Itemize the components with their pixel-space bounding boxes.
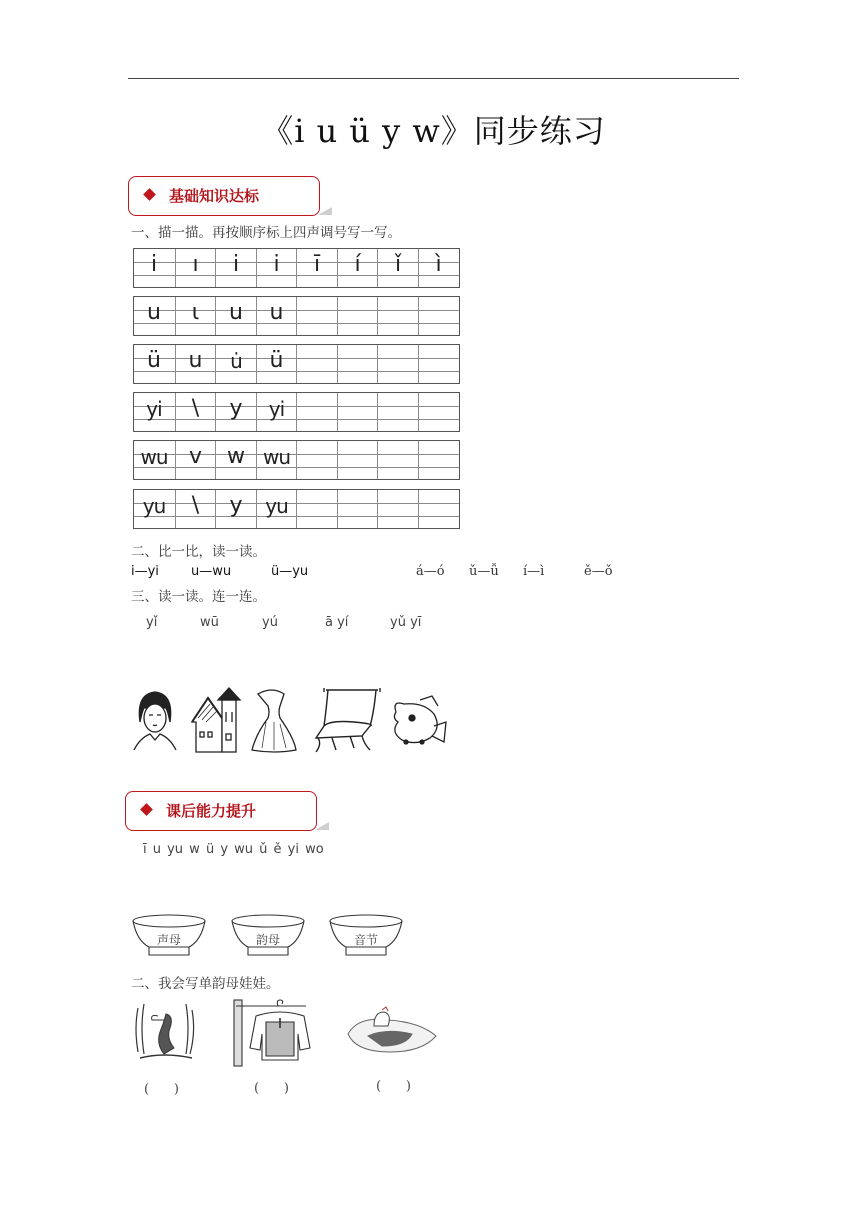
grid-cell — [296, 249, 338, 287]
grid-cell — [256, 297, 298, 335]
question-1-prompt: 一、描一描。再按顺序标上四声调号写一写。 — [131, 225, 401, 241]
section-tab-label: 课后能力提升 — [166, 802, 257, 820]
grid-cell[interactable] — [418, 490, 460, 528]
grid-glyph: i — [232, 252, 240, 277]
bowl-label: 声母 — [156, 933, 181, 947]
grid-cell[interactable] — [296, 490, 338, 528]
grid-glyph: u̇ — [230, 349, 242, 373]
grid-glyph: w — [227, 444, 245, 469]
grid-cell — [175, 297, 217, 335]
compare-pair: ǔ—ǚ — [469, 564, 499, 579]
compare-pair: á—ó — [416, 564, 445, 579]
grid-cell — [215, 393, 257, 431]
grid-cell — [256, 490, 298, 528]
header-rule — [128, 78, 739, 79]
writing-grid-row — [133, 296, 460, 336]
pinyin-word: yǔ yī — [390, 615, 422, 630]
grid-cell — [134, 249, 175, 287]
pinyin-word: yǐ — [146, 615, 158, 630]
matching-pictures — [130, 682, 450, 754]
compare-pair: i—yi — [131, 564, 159, 579]
bowl-yinjie — [328, 913, 404, 959]
fish-picture — [394, 696, 446, 744]
question-3-prompt: 三、读一读。连一连。 — [131, 589, 266, 605]
grid-cell[interactable] — [296, 393, 338, 431]
grid-cell[interactable] — [337, 441, 379, 479]
answer-blank[interactable]: ( ) — [254, 1081, 289, 1096]
writing-grid-row — [133, 489, 460, 529]
bowl-yunmu — [230, 913, 306, 959]
grid-glyph: yu — [265, 494, 288, 518]
grid-glyph: yu — [142, 494, 166, 518]
grid-cell[interactable] — [377, 393, 419, 431]
answer-blank[interactable]: ( ) — [144, 1082, 179, 1097]
bird-picture — [136, 1004, 194, 1058]
grid-cell[interactable] — [377, 345, 419, 383]
grid-cell — [134, 441, 175, 479]
diamond-icon — [143, 188, 156, 201]
grid-cell[interactable] — [337, 490, 379, 528]
writing-grid-row — [133, 248, 460, 288]
compare-pair: ě—ǒ — [584, 564, 613, 579]
grid-glyph: yi — [268, 397, 285, 421]
grid-glyph: ǐ — [394, 252, 402, 277]
diamond-icon — [140, 803, 153, 816]
grid-cell — [134, 490, 175, 528]
grid-glyph: u — [229, 300, 243, 325]
grid-cell — [418, 249, 460, 287]
grid-cell — [256, 393, 298, 431]
grid-cell — [256, 441, 298, 479]
tab-shadow — [315, 822, 329, 830]
grid-cell — [175, 249, 217, 287]
grid-cell[interactable] — [296, 345, 338, 383]
grid-glyph: í — [354, 252, 361, 277]
grid-glyph: i — [273, 252, 280, 277]
grid-cell[interactable] — [377, 490, 419, 528]
pinyin-word: wū — [200, 615, 219, 630]
grid-cell — [215, 345, 257, 383]
grid-cell — [134, 297, 175, 335]
bowl-label: 音节 — [353, 933, 378, 947]
grid-cell — [175, 345, 217, 383]
chair-picture — [316, 688, 380, 752]
grid-glyph: u — [147, 300, 161, 325]
tab-shadow — [318, 207, 332, 215]
grid-cell[interactable] — [418, 345, 460, 383]
grid-cell — [256, 345, 298, 383]
section-tab-label: 基础知识达标 — [169, 187, 260, 205]
grid-glyph: \ — [191, 493, 200, 518]
vowel-pictures — [130, 998, 440, 1068]
grid-glyph: wu — [140, 445, 168, 469]
bowl-label: 韵母 — [255, 933, 280, 947]
grid-cell[interactable] — [337, 297, 379, 335]
compare-pair: ü—yu — [271, 564, 309, 579]
grid-glyph: wu — [262, 445, 291, 469]
writing-grid-row — [133, 440, 460, 480]
grid-glyph: ü — [269, 348, 284, 373]
woman-picture — [134, 692, 176, 750]
grid-cell — [175, 490, 217, 528]
question-2b-prompt: 二、我会写单韵母娃娃。 — [131, 976, 280, 992]
grid-cell — [215, 297, 257, 335]
clothes-picture — [234, 1000, 310, 1066]
grid-glyph: u — [269, 300, 284, 325]
page-title: 《i u ü y w》同步练习 — [261, 112, 606, 150]
writing-grid-row — [133, 392, 460, 432]
grid-cell[interactable] — [418, 297, 460, 335]
grid-glyph: i — [150, 252, 158, 277]
grid-glyph: yi — [146, 397, 162, 421]
grid-cell[interactable] — [296, 441, 338, 479]
letter-bank: ī u yu w ü y wu ǔ ě yi wo — [143, 842, 324, 857]
grid-glyph: y — [229, 396, 243, 421]
question-2-prompt: 二、比一比，读一读。 — [131, 544, 266, 560]
grid-cell — [256, 249, 298, 287]
grid-cell — [337, 249, 379, 287]
section-tab-basic — [128, 176, 320, 216]
grid-cell[interactable] — [337, 393, 379, 431]
grid-glyph: ü — [147, 348, 161, 373]
grid-cell[interactable] — [377, 441, 419, 479]
grid-glyph: \ — [191, 396, 200, 421]
compare-pair: í—ì — [523, 564, 545, 579]
grid-cell[interactable] — [337, 345, 379, 383]
bowl-shengmu — [131, 913, 207, 959]
grid-cell — [215, 249, 257, 287]
grid-glyph: ı — [192, 252, 199, 277]
writing-grid-row — [133, 344, 460, 384]
grid-cell — [134, 345, 175, 383]
grid-cell[interactable] — [418, 441, 460, 479]
grid-cell — [134, 393, 175, 431]
compare-pair: u—wu — [191, 564, 232, 579]
grid-cell — [175, 441, 217, 479]
grid-glyph: ι — [191, 300, 200, 325]
grid-glyph: ī — [313, 252, 321, 277]
grid-glyph: y — [229, 493, 243, 518]
grid-cell — [215, 441, 257, 479]
answer-blank[interactable]: ( ) — [376, 1079, 411, 1094]
section-tab-advanced — [125, 791, 317, 831]
grid-cell — [215, 490, 257, 528]
grid-cell[interactable] — [418, 393, 460, 431]
grid-cell[interactable] — [377, 297, 419, 335]
grid-glyph: ì — [435, 252, 442, 277]
dress-picture — [252, 690, 296, 752]
house-picture — [192, 688, 240, 752]
grid-cell[interactable] — [296, 297, 338, 335]
grid-cell — [175, 393, 217, 431]
pinyin-word: yú — [262, 615, 278, 630]
pinyin-word: ā yí — [325, 615, 349, 630]
goose-picture — [348, 1007, 436, 1052]
grid-cell — [377, 249, 419, 287]
grid-glyph: v — [188, 444, 203, 469]
grid-glyph: u — [188, 348, 203, 373]
